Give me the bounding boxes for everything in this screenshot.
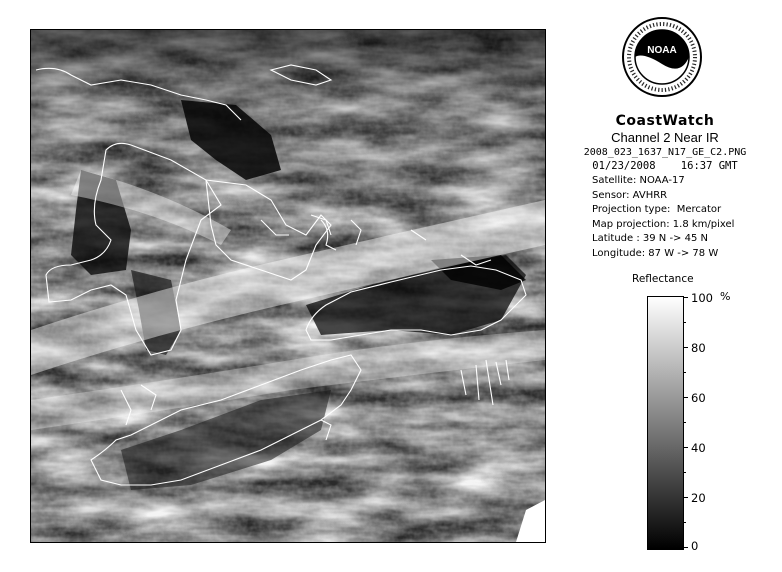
metadata-list <box>592 174 770 261</box>
colorbar-tick <box>683 522 686 523</box>
colorbar-tick <box>683 472 686 473</box>
colorbar-tick <box>683 297 688 298</box>
metadata-satellite: Satellite: NOAA-17 <box>592 175 685 186</box>
reflectance-colorbar <box>647 296 684 550</box>
metadata-sensor: Sensor: AVHRR <box>592 189 668 201</box>
metadata-map-projection: Map projection: 1.8 km/pixel <box>592 218 735 230</box>
tick-label-40: 40 <box>691 441 706 455</box>
satellite-image <box>30 29 546 543</box>
file-name: 2008_023_1637_N17_GE_C2.PNG <box>583 147 747 158</box>
acquisition-datetime: 01/23/2008 16:37 GMT <box>592 160 738 172</box>
channel-subtitle: Channel 2 Near IR <box>611 130 719 145</box>
noaa-logo <box>621 16 703 98</box>
colorbar-tick <box>683 547 688 548</box>
colorbar-tick <box>683 447 688 448</box>
legend-label: Reflectance <box>632 273 694 285</box>
info-panel <box>560 113 770 261</box>
tick-label-20: 20 <box>691 491 706 505</box>
tick-label-0: 0 <box>691 539 699 553</box>
colorbar-tick <box>683 372 686 373</box>
noaa-logo-icon <box>621 16 703 98</box>
tick-label-100: 100 <box>691 291 713 305</box>
colorbar-tick <box>683 397 688 398</box>
colorbar-tick <box>683 422 686 423</box>
colorbar-tick <box>683 322 686 323</box>
colorbar-tick <box>683 497 688 498</box>
noaa-logo-text: NOAA <box>647 45 677 56</box>
product-title: CoastWatch <box>615 113 715 129</box>
legend-unit: % <box>720 290 731 303</box>
tick-label-60: 60 <box>691 391 706 405</box>
tick-label-80: 80 <box>691 341 706 355</box>
metadata-projection-type: Projection type: Mercator <box>592 204 722 215</box>
metadata-longitude: Longitude: 87 W -> 78 W <box>592 247 719 259</box>
colorbar-tick <box>683 347 688 348</box>
satellite-scene <box>31 30 545 542</box>
metadata-latitude: Latitude : 39 N -> 45 N <box>592 233 708 244</box>
